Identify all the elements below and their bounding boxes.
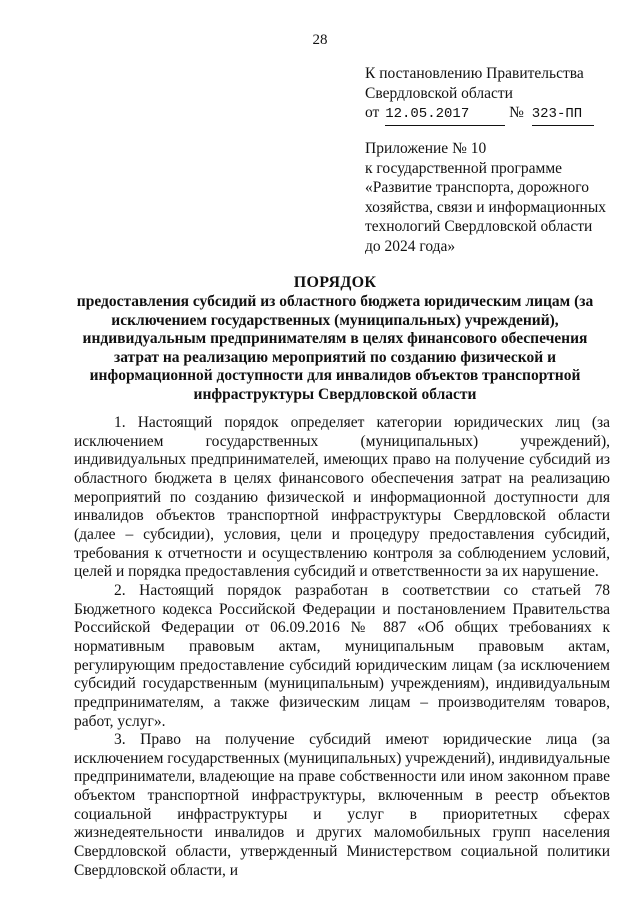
appendix-line-1: Приложение № 10 <box>365 140 487 157</box>
date-prefix: от <box>365 104 380 121</box>
date-value: 12.05.2017 <box>385 106 470 122</box>
resolution-line-1: К постановлению Правительства <box>365 65 584 82</box>
appendix-reference <box>365 139 625 256</box>
number-value: 323-ПП <box>531 106 583 122</box>
appendix-line-2: к государственной программе <box>365 159 563 177</box>
paragraph-1: 1. Настоящий порядок определяет категории юридических лиц (за исключением государственных (муниципальных) учреждений), индивидуальных предпринимателей, имеющих право на получение субсидий из областного бюджета в целях финансового обеспечения затрат на реализацию мероприятий по созданию физической и информационной доступности для инвалидов объектов транспортной инфраструктуры Свердловской области (далее – субсидии), условия, цели и процедуру предоставления субсидий, требования к отчетности и осуществлению контроля за соблюдением условий, целей и порядка предоставления субсидий и ответственности за их нарушение. <box>74 414 610 581</box>
title-subtitle: предоставления субсидий из областного бюджета юридическим лицам (за исключением государственных (муниципальных) учреждений), индивидуальным предпринимателям в целях финансового обеспечения затрат на реализацию мероприятий по созданию физической и информационной доступности для инвалидов объектов транспортной инфраструктуры Свердловской области <box>76 293 594 403</box>
resolution-date-line <box>365 103 625 126</box>
number-prefix: № <box>509 104 524 121</box>
appendix-line-4: хозяйства, связи и информационных <box>365 198 607 216</box>
document-title <box>60 273 610 405</box>
title-main: ПОРЯДОК <box>293 274 377 291</box>
paragraph-3: 3. Право на получение субсидий имеют юридические лица (за исключением государственных (муниципальных) учреждений), индивидуальные предприниматели, владеющие на праве собственности или ином законном праве объектом транспортной инфраструктуры, включенным в реестр объектов социальной инфраструктуры и услуг в приоритетных сферах жизнедеятельности инвалидов и других маломобильных групп населения Свердловской области, утвержденный Министерством социальной политики Свердловской области, и <box>74 731 610 879</box>
page-number: 28 <box>312 32 328 48</box>
paragraph-2: 2. Настоящий порядок разработан в соответствии со статьей 78 Бюджетного кодекса Российской Федерации и постановлением Правительства Российской Федерации от 06.09.2016 № 887 «Об общих требованиях к нормативным правовым актам, муниципальным правовым актам, регулирующим предоставление субсидий юридическим лицам (за исключением субсидий государственным (муниципальным) учреждениям), индивидуальным предпринимателям, а также физическим лицам – производителям товаров, работ, услуг». <box>74 581 610 730</box>
resolution-reference <box>365 64 625 126</box>
appendix-line-3: «Развитие транспорта, дорожного <box>365 179 589 196</box>
appendix-line-6: до 2024 года» <box>365 237 456 255</box>
document-body <box>74 414 610 880</box>
resolution-line-2: Свердловской области <box>365 84 513 102</box>
number-field <box>532 103 594 126</box>
date-field <box>385 103 505 126</box>
appendix-line-5: технологий Свердловской области <box>365 218 593 235</box>
